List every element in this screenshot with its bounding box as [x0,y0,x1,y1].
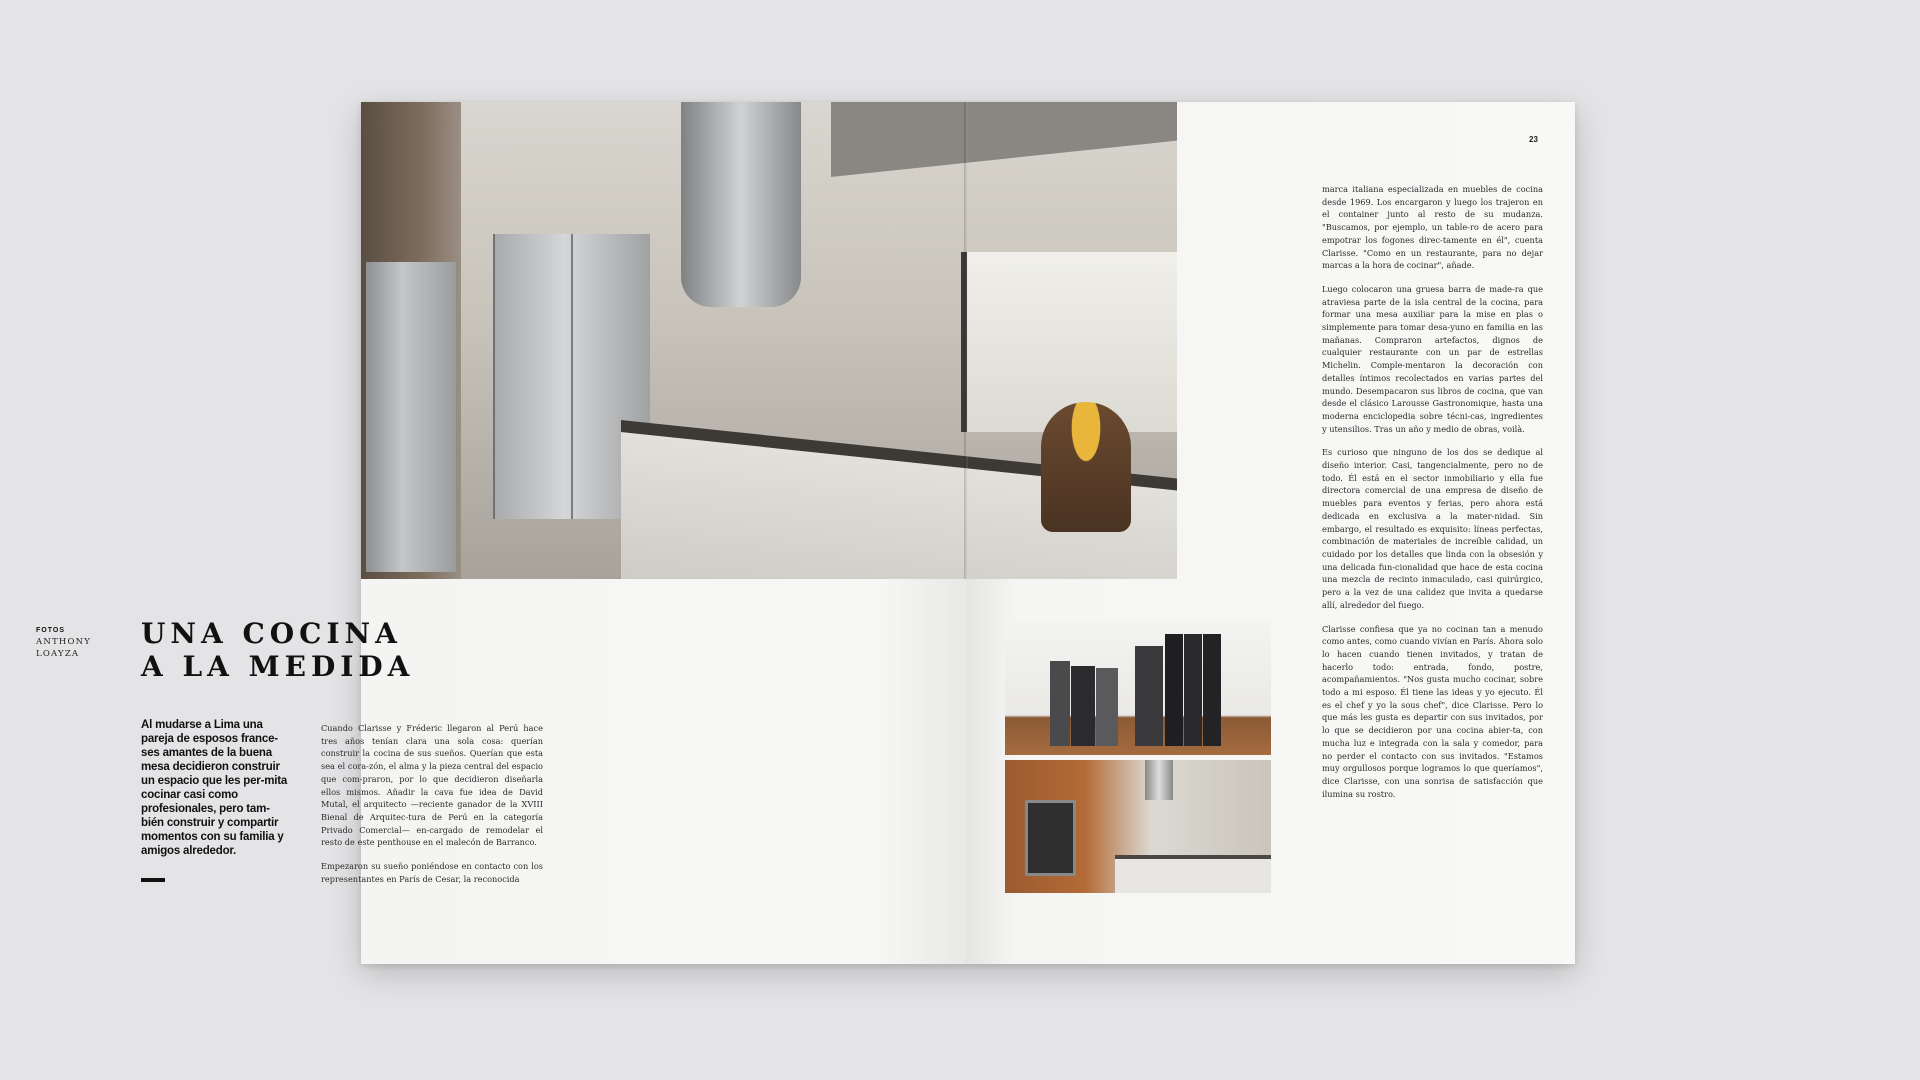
photo-credit-name: ANTHONY LOAYZA [36,637,92,659]
photo-fruit-bowl [1041,402,1131,532]
photo-book [1050,661,1070,746]
photo-book [1184,634,1202,746]
body-paragraph: Luego colocaron una gruesa barra de made-ra que atraviesa parte de la isla central de la cocina, para formar una mesa auxiliar para la mise en plas o simplemente para tomar desa-yuno en familia en las mañanas. Compraron artefactos, dignos de cualquier restaurante con un par de estrellas Michelin. Comple-mentaron la decoración con detalles íntimos recolectados en varias partes del mundo. Desempacaron sus libros de cocina, que van desde el clásico Larousse Gastronomique, hasta una moderna enciclopedia sobre técni-cas, ingredientes y utensilios. Tras un año y medio de obras, voilà. [1322,283,1543,434]
lede-divider-bar [141,878,165,882]
photo-fridge-left [366,262,456,572]
photo-book [1071,666,1095,746]
photo-hood-small [1145,760,1173,800]
photo-kitchen-detail [1005,760,1271,893]
photo-book [1135,646,1163,746]
photo-range-hood [681,102,801,307]
body-paragraph: Cuando Clarisse y Fréderic llegaron al Perú hace tres años tenían clara una sola cosa: querían construir la cocina de sus sueños. Querían que esta sea el cora-zón, el alma y la pieza central del espacio que com-praron, por lo que decidieron diseñarla ellos mismos. Añadir la cava fue idea de David Mutal, el arquitecto —reciente ganador de la XVIII Bienal de Arquitec-tura de Perú en la categoría Privado Comercial— en-cargado de remodelar el resto de este penthouse en el malecón de Barranco. [321,723,543,848]
body-paragraph: Es curioso que ninguno de los dos se dedique al diseño interior. Casi, tangencialmente, pero no de todo. Él está en el sector inmobiliario y ella fue directora comercial de una empresa de diseño de muebles para eventos y ferias, pero ahora está dedicada en exclusiva a la mater-nidad. Sin embargo, el resultado es exquisito: líneas perfectas, combinación de materiales de increíble calidad, un cuidado por los detalles que linda con la obsesión y una delicada fun-cionalidad que hace de esta cocina una mezcla de recinto inmaculado, casi quirúrgico, pero a la vez de una calidez que invita a quedarse allí, alrededor del fuego. [1322,447,1543,610]
hero-kitchen-photo [361,102,1177,579]
article-headline [141,617,414,683]
headline-line-2: A LA MEDIDA [141,650,415,683]
spread-gutter [964,102,968,579]
photo-book [1096,668,1118,746]
photo-oven [1025,800,1076,876]
headline-line-1: UNA COCINA [141,617,402,650]
photo-ceiling-beam [831,102,1177,177]
left-body-column [321,722,543,896]
body-paragraph: Clarisse confiesa que ya no cocinan tan a menudo como antes, como cuando vivían en París. Ahora solo lo hacen cuando tienen invitados, y tratan de hacerlo todo: entrada, fondo, postre, acompañamientos. "Nos gusta mucho cocinar, sobre todo a mi esposo. Él tiene las ideas y yo ejecuto. Él es el chef y yo la sous chef", dice Clarisse. Pero lo que más les gusta es departir con sus invitados, por lo que se decidieron por una cocina abier-ta, con mucha luz e integrada con la sala y comedor, para no perder el contacto con sus invitados. "Estamos muy orgullosos porque logramos lo que queríamos", dice Clarisse, con una sonrisa de satisfacción que ilumina su rostro. [1322,623,1543,799]
body-paragraph: Empezaron su sueño poniéndose en contacto con los representantes en París de Cesar, la reconocida [321,861,543,884]
body-paragraph: marca italiana especializada en muebles de cocina desde 1969. Los encargaron y luego los trajeron en el container junto al resto de su mudanza. "Buscamos, por ejemplo, un table-ro de acero para empotrar los fogones direc-tamente en él", cuenta Clarisse. "Como en un restaurante, para no dejar marcas a la hora de cocinar", añade. [1322,184,1543,271]
right-body-column [1322,183,1543,811]
photo-island-small [1115,855,1271,893]
page-number: 23 [1529,135,1538,144]
article-lede: Al mudarse a Lima una pareja de esposos france-ses amantes de la buena mesa decidieron construir un espacio que les per-mita cocinar casi como profesionales, pero tam-bién construir y compartir momentos con su familia y amigos alrededor. [141,719,288,857]
photo-book [1203,634,1221,746]
photo-book [1165,634,1183,746]
photo-cookbooks [1005,622,1271,755]
photo-credit-label: FOTOS [36,627,65,634]
